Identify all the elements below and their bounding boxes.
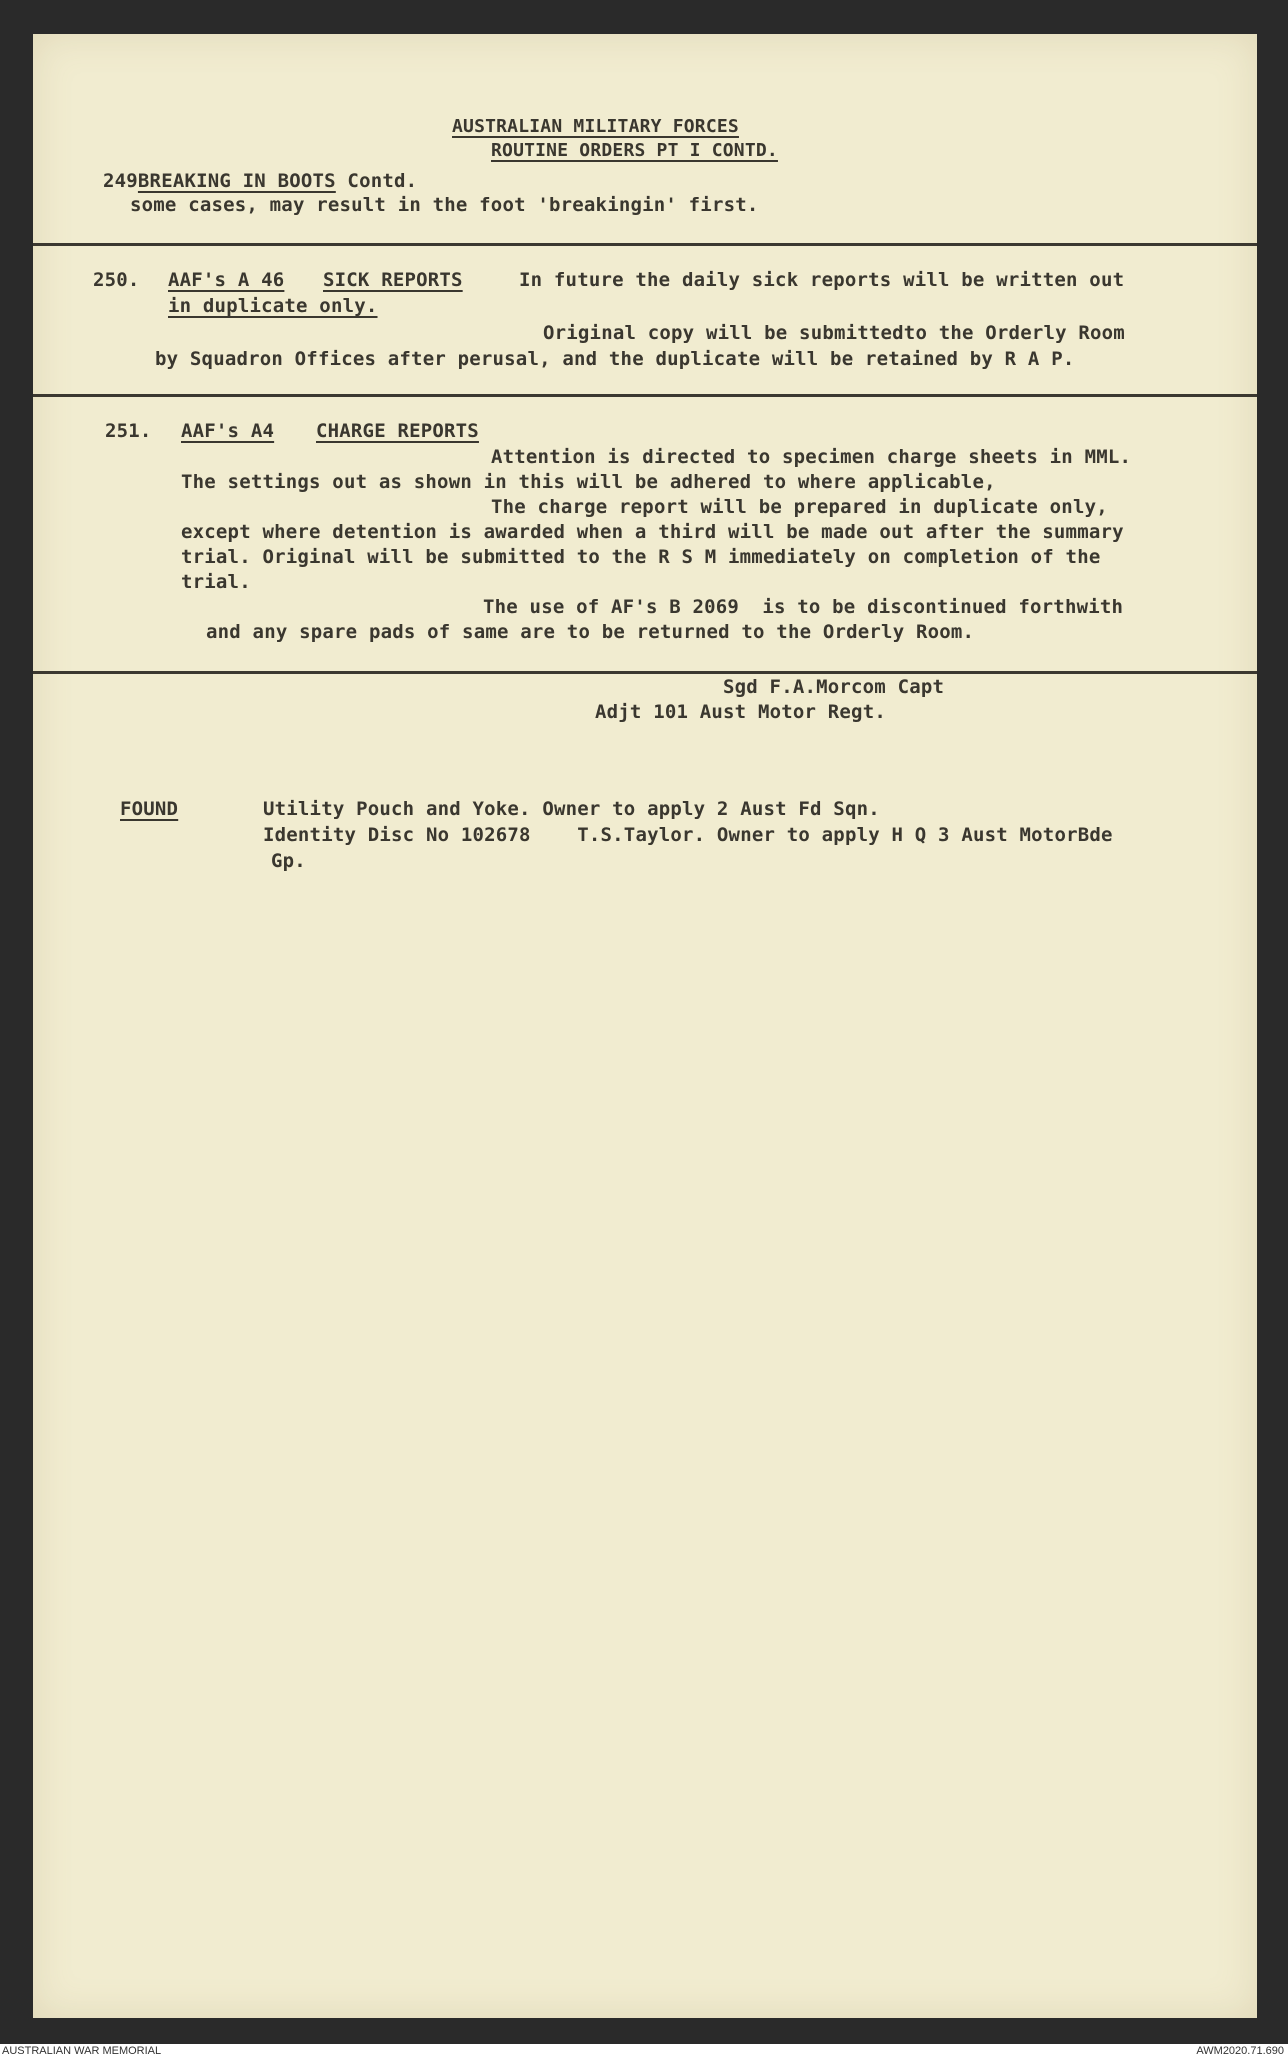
divider: [33, 394, 1257, 397]
order-250-reference: AAF's A 46: [168, 269, 285, 291]
found-line: Gp.: [271, 850, 306, 872]
order-251-line: Attention is directed to specimen charge sheets in MML.: [491, 446, 1132, 468]
order-249-title: BREAKING IN BOOTS: [137, 170, 336, 192]
archive-footer: [0, 2044, 1288, 2061]
order-249-heading: [103, 170, 417, 192]
document-subtitle: ROUTINE ORDERS PT I CONTD.: [491, 140, 778, 161]
order-250-line: In future the daily sick reports will be written out: [519, 269, 1125, 291]
divider: [33, 671, 1257, 674]
order-251-line: except where detention is awarded when a third will be made out after the summary: [181, 521, 1124, 543]
signature-name: Sgd F.A.Morcom Capt: [723, 676, 945, 698]
order-250-line: Original copy will be submittedto the Orderly Room: [543, 322, 1125, 344]
order-250-title: SICK REPORTS: [323, 269, 463, 291]
order-251-line: The settings out as shown in this will be adhered to where applicable,: [181, 471, 996, 493]
found-line: Identity Disc No 102678 T.S.Taylor. Owner to apply H Q 3 Aust MotorBde: [263, 824, 1113, 846]
document-title: AUSTRALIAN MILITARY FORCES: [452, 116, 739, 137]
order-251-line: and any spare pads of same are to be returned to the Orderly Room.: [206, 621, 975, 643]
divider: [33, 243, 1257, 246]
order-249-number: 249: [103, 170, 138, 192]
order-251-title: CHARGE REPORTS: [316, 420, 479, 442]
archive-reference: AWM2020.71.690: [1196, 2045, 1284, 2057]
order-251-line: The use of AF's B 2069 is to be discontinued forthwith: [483, 596, 1124, 618]
order-251-line: The charge report will be prepared in duplicate only,: [491, 496, 1108, 518]
order-249-contd: Contd.: [335, 170, 418, 192]
archive-credit: AUSTRALIAN WAR MEMORIAL: [2, 2045, 162, 2057]
order-251-number: 251.: [105, 420, 152, 442]
found-line: Utility Pouch and Yoke. Owner to apply 2 Aust Fd Sqn.: [263, 798, 880, 820]
order-251-line: trial. Original will be submitted to the R S M immediately on completion of the: [181, 546, 1101, 568]
found-label: FOUND: [120, 798, 179, 820]
order-251-reference: AAF's A4: [181, 420, 275, 442]
document-page: [33, 34, 1257, 2018]
order-249-text: some cases, may result in the foot 'breakingin' first.: [130, 194, 759, 216]
order-251-line: trial.: [181, 571, 251, 593]
order-250-line: in duplicate only.: [168, 295, 378, 317]
order-250-line: by Squadron Offices after perusal, and the duplicate will be retained by R A P.: [155, 348, 1075, 370]
order-250-number: 250.: [93, 269, 140, 291]
signature-title: Adjt 101 Aust Motor Regt.: [595, 701, 886, 723]
